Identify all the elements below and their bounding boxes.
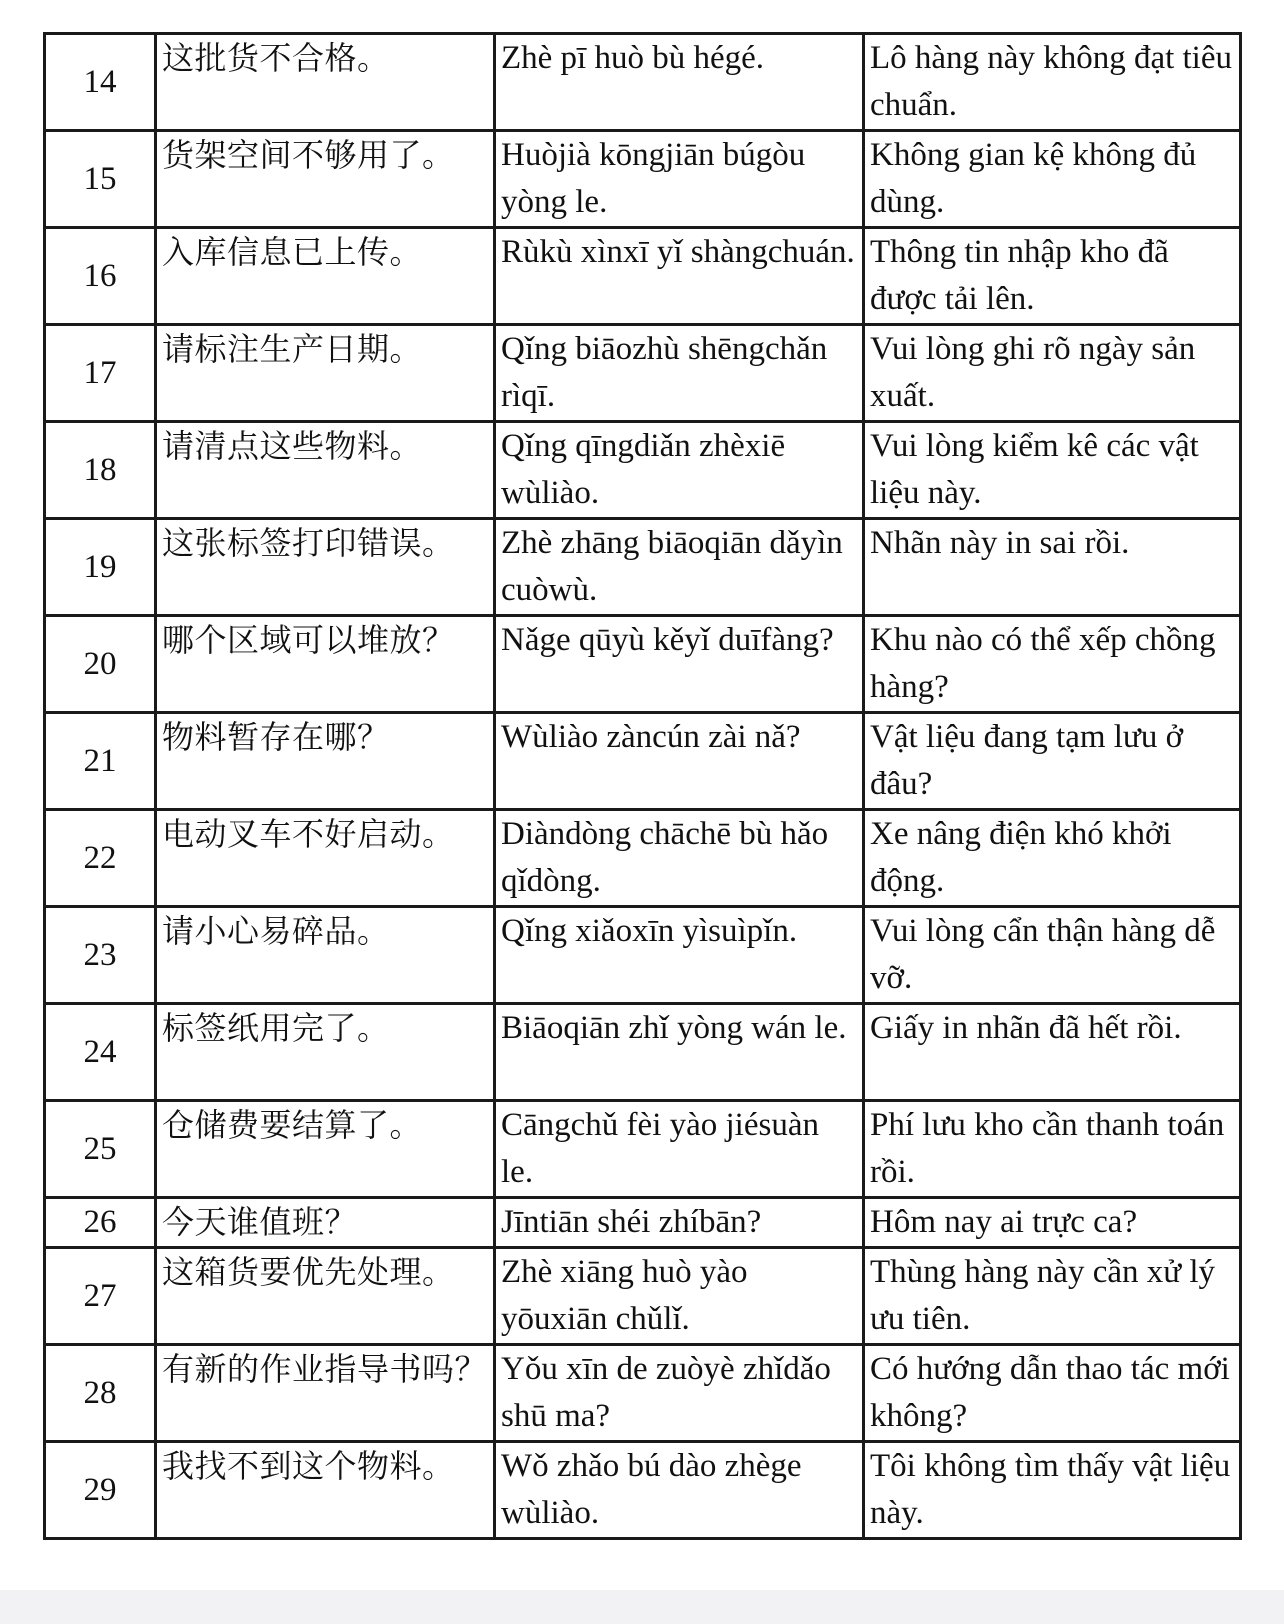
pinyin-text: Cāngchǔ fèi yào jiésuàn le. [495, 1101, 864, 1198]
row-number: 28 [45, 1345, 156, 1442]
vietnamese-text: Không gian kệ không đủ dùng. [864, 131, 1241, 228]
pinyin-text: Zhè zhāng biāoqiān dǎyìn cuòwù. [495, 519, 864, 616]
page-bottom-band [0, 1590, 1284, 1624]
table-row [45, 810, 1241, 907]
vietnamese-text: Tôi không tìm thấy vật liệu này. [864, 1442, 1241, 1539]
row-number: 14 [45, 34, 156, 131]
chinese-text: 这批货不合格。 [156, 34, 495, 131]
phrase-table [43, 32, 1242, 1540]
row-number: 15 [45, 131, 156, 228]
vietnamese-text: Vui lòng kiểm kê các vật liệu này. [864, 422, 1241, 519]
row-number: 25 [45, 1101, 156, 1198]
chinese-text: 这张标签打印错误。 [156, 519, 495, 616]
vietnamese-text: Vật liệu đang tạm lưu ở đâu? [864, 713, 1241, 810]
row-number: 24 [45, 1004, 156, 1101]
pinyin-text: Diàndòng chāchē bù hǎo qǐdòng. [495, 810, 864, 907]
row-number: 27 [45, 1248, 156, 1345]
row-number: 29 [45, 1442, 156, 1539]
chinese-text: 仓储费要结算了。 [156, 1101, 495, 1198]
pinyin-text: Nǎge qūyù kěyǐ duīfàng? [495, 616, 864, 713]
row-number: 16 [45, 228, 156, 325]
pinyin-text: Zhè pī huò bù hégé. [495, 34, 864, 131]
chinese-text: 请清点这些物料。 [156, 422, 495, 519]
table-row [45, 1198, 1241, 1248]
table-row [45, 131, 1241, 228]
row-number: 26 [45, 1198, 156, 1248]
table-row [45, 228, 1241, 325]
pinyin-text: Wùliào zàncún zài nǎ? [495, 713, 864, 810]
chinese-text: 物料暂存在哪？ [156, 713, 495, 810]
vietnamese-text: Giấy in nhãn đã hết rồi. [864, 1004, 1241, 1101]
table-row [45, 325, 1241, 422]
vietnamese-text: Thông tin nhập kho đã được tải lên. [864, 228, 1241, 325]
vietnamese-text: Thùng hàng này cần xử lý ưu tiên. [864, 1248, 1241, 1345]
vietnamese-text: Phí lưu kho cần thanh toán rồi. [864, 1101, 1241, 1198]
vietnamese-text: Hôm nay ai trực ca? [864, 1198, 1241, 1248]
vietnamese-text: Khu nào có thể xếp chồng hàng? [864, 616, 1241, 713]
chinese-text: 电动叉车不好启动。 [156, 810, 495, 907]
pinyin-text: Qǐng qīngdiǎn zhèxiē wùliào. [495, 422, 864, 519]
table-row [45, 1345, 1241, 1442]
pinyin-text: Biāoqiān zhǐ yòng wán le. [495, 1004, 864, 1101]
table-row [45, 422, 1241, 519]
pinyin-text: Yǒu xīn de zuòyè zhǐdǎo shū ma? [495, 1345, 864, 1442]
chinese-text: 标签纸用完了。 [156, 1004, 495, 1101]
table-row [45, 616, 1241, 713]
vietnamese-text: Vui lòng ghi rõ ngày sản xuất. [864, 325, 1241, 422]
chinese-text: 这箱货要优先处理。 [156, 1248, 495, 1345]
table-row [45, 34, 1241, 131]
row-number: 18 [45, 422, 156, 519]
row-number: 22 [45, 810, 156, 907]
vietnamese-text: Lô hàng này không đạt tiêu chuẩn. [864, 34, 1241, 131]
row-number: 21 [45, 713, 156, 810]
vietnamese-text: Có hướng dẫn thao tác mới không? [864, 1345, 1241, 1442]
table-row [45, 1442, 1241, 1539]
chinese-text: 请小心易碎品。 [156, 907, 495, 1004]
row-number: 17 [45, 325, 156, 422]
pinyin-text: Jīntiān shéi zhíbān? [495, 1198, 864, 1248]
table-row [45, 1101, 1241, 1198]
table-row [45, 1248, 1241, 1345]
chinese-text: 有新的作业指导书吗？ [156, 1345, 495, 1442]
chinese-text: 哪个区域可以堆放？ [156, 616, 495, 713]
table-row [45, 1004, 1241, 1101]
table-row [45, 519, 1241, 616]
chinese-text: 今天谁值班？ [156, 1198, 495, 1248]
row-number: 20 [45, 616, 156, 713]
table-row [45, 907, 1241, 1004]
chinese-text: 入库信息已上传。 [156, 228, 495, 325]
pinyin-text: Huòjià kōngjiān búgòu yòng le. [495, 131, 864, 228]
chinese-text: 我找不到这个物料。 [156, 1442, 495, 1539]
chinese-text: 请标注生产日期。 [156, 325, 495, 422]
table-row [45, 713, 1241, 810]
pinyin-text: Qǐng biāozhù shēngchǎn rìqī. [495, 325, 864, 422]
pinyin-text: Wǒ zhǎo bú dào zhège wùliào. [495, 1442, 864, 1539]
vietnamese-text: Nhãn này in sai rồi. [864, 519, 1241, 616]
vietnamese-text: Xe nâng điện khó khởi động. [864, 810, 1241, 907]
row-number: 19 [45, 519, 156, 616]
pinyin-text: Rùkù xìnxī yǐ shàngchuán. [495, 228, 864, 325]
vietnamese-text: Vui lòng cẩn thận hàng dễ vỡ. [864, 907, 1241, 1004]
pinyin-text: Qǐng xiǎoxīn yìsuìpǐn. [495, 907, 864, 1004]
pinyin-text: Zhè xiāng huò yào yōuxiān chǔlǐ. [495, 1248, 864, 1345]
row-number: 23 [45, 907, 156, 1004]
chinese-text: 货架空间不够用了。 [156, 131, 495, 228]
